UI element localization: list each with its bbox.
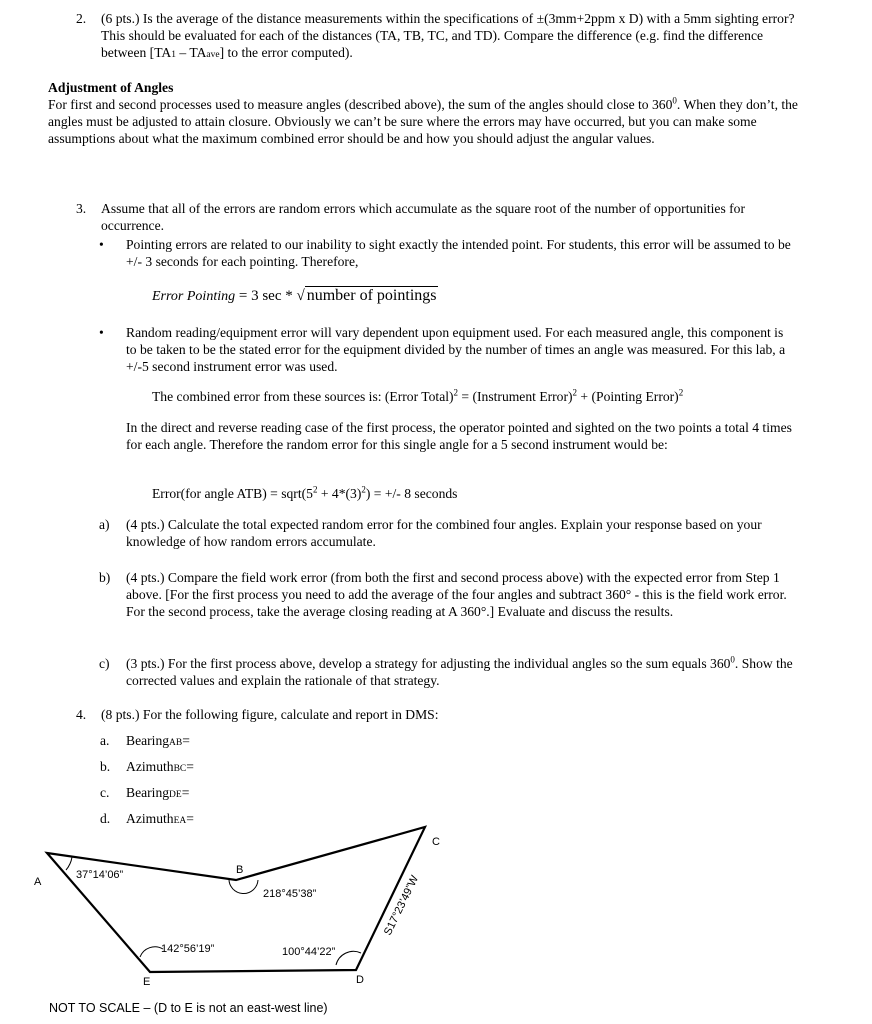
q4-a-end: = xyxy=(182,733,190,748)
q4-b-end: = xyxy=(186,759,194,774)
err-sq1: 2 xyxy=(312,484,318,495)
formula-eq: = 3 sec * xyxy=(235,288,297,304)
angle-label-e: 142°56’19” xyxy=(161,943,215,955)
q4-a-name: Bearing xyxy=(126,733,170,748)
traverse-polygon xyxy=(47,827,425,972)
bullet-icon: • xyxy=(99,325,104,340)
q4-item-b-label: b. xyxy=(100,759,111,774)
section-body-adjustment xyxy=(48,96,800,147)
sq3: 2 xyxy=(678,387,684,398)
err-b: + 4*(3) xyxy=(317,486,362,501)
q4-b-sub: BC xyxy=(173,764,187,774)
question-4-text: (8 pts.) For the following figure, calculate and report in DMS: xyxy=(101,707,439,722)
figure-note: NOT TO SCALE – (D to E is not an east-west line) xyxy=(49,1001,328,1015)
traverse-figure xyxy=(0,820,872,1000)
angle-arc-a xyxy=(66,857,72,870)
q4-d-end: = xyxy=(186,811,194,826)
point-label-a: A xyxy=(34,876,42,888)
q4-d-sub: EA xyxy=(173,816,187,826)
q4-d-name: Azimuth xyxy=(126,811,174,826)
question-3-text: Assume that all of the errors are random errors which accumulate as the square root of the number of opportunities for occurrence. xyxy=(101,201,745,233)
item-a-label: a) xyxy=(99,517,110,532)
c-text-a: (3 pts.) For the first process above, develop a strategy for adjusting the individual angles so the sum equals 360 xyxy=(126,656,731,671)
formula-error-pointing xyxy=(152,286,438,305)
q2-text-main: (6 pts.) Is the average of the distance measurements within the specifications of ±(3mm+2ppm x D) with a 5mm sighting error? This should be evaluated for each of the distances (TA, TB, TC, and TD). Compare the difference (e.g. find the difference between [TA xyxy=(101,11,795,60)
q4-c-sub: DE xyxy=(169,790,182,800)
sq1: 2 xyxy=(453,387,459,398)
adj-body-a: For first and second processes used to measure angles (described above), the sum of the angles should close to 360 xyxy=(48,97,673,112)
sqrt-icon: √ xyxy=(296,288,305,304)
c-text-b: . Show the corrected values and explain the rationale of that strategy. xyxy=(126,656,793,688)
q4-b-name: Azimuth xyxy=(126,759,174,774)
error-angle-equation xyxy=(152,485,457,502)
bullet-random-errors: Random reading/equipment error will vary dependent upon equipment used. For each measured angle, this component is to be taken to be the stated error for the equipment divided by the number of times an angle was measured. For this lab, a +/-5 second instrument error was used. xyxy=(126,325,786,374)
item-c-label: c) xyxy=(99,656,110,671)
combined-b: = (Instrument Error) xyxy=(458,389,573,404)
combined-c: + (Pointing Error) xyxy=(577,389,679,404)
formula-label: Error Pointing xyxy=(152,289,236,304)
adj-body-b: . When they don’t, the angles must be adjusted to attain closure. Obviously we can’t be sure where the errors may have occurred, but you can make some assumptions about what the maximum combined error should be and how you should adjust the angular values. xyxy=(48,97,798,146)
err-sq2: 2 xyxy=(361,484,366,495)
angle-label-d: 100°44’22” xyxy=(282,946,336,958)
item-b-text: (4 pts.) Compare the field work error (from both the first and second process above) with the expected error from Step 1 above. [For the first process you need to add the average of the four angles and subtract 360° - this is the field work error. For the second process, take the average closing reading at A 360°.] Evaluate and discuss the results. xyxy=(126,570,787,619)
q4-c-name: Bearing xyxy=(126,785,170,800)
q4-c-end: = xyxy=(181,785,190,800)
q2-sub1: 1 xyxy=(171,50,176,60)
question-2-text xyxy=(101,10,796,64)
angle-label-b: 218°45’38” xyxy=(263,888,317,900)
question-4-number: 4. xyxy=(76,707,87,722)
bullet-icon: • xyxy=(99,237,104,252)
c-sup: 0 xyxy=(730,654,735,665)
q4-item-b xyxy=(126,758,194,778)
adj-sup: 0 xyxy=(672,95,677,106)
err-a: Error(for angle ATB) = sqrt(5 xyxy=(152,486,313,501)
sq2: 2 xyxy=(572,387,578,398)
question-2-number: 2. xyxy=(76,11,87,26)
q4-item-d-label: d. xyxy=(100,811,111,826)
item-c-text xyxy=(126,655,808,689)
point-label-b: B xyxy=(236,864,244,876)
combined-error-equation xyxy=(152,388,683,405)
section-title-adjustment: Adjustment of Angles xyxy=(48,80,174,95)
q2-sub2: ave xyxy=(206,50,220,60)
point-label-d: D xyxy=(356,974,364,986)
item-a-text: (4 pts.) Calculate the total expected random error for the combined four angles. Explain your response based on your knowledge of how random errors accumulate. xyxy=(126,517,762,549)
bullet-pointing-errors: Pointing errors are related to our inability to sight exactly the intended point. For students, this error will be assumed to be +/- 3 seconds for each pointing. Therefore, xyxy=(126,237,791,269)
err-c: ) = +/- 8 seconds xyxy=(365,486,458,501)
q4-a-sub: AB xyxy=(169,738,183,748)
question-3-number: 3. xyxy=(76,201,87,216)
point-label-c: C xyxy=(432,836,440,848)
q2-text-mid: – TA xyxy=(176,45,207,60)
q2-text-end: ] to the error computed). xyxy=(219,45,353,60)
formula-root: number of pointings xyxy=(306,287,437,304)
point-label-e: E xyxy=(143,976,151,988)
q4-item-c-label: c. xyxy=(100,785,110,800)
q4-item-a xyxy=(126,732,190,752)
angle-arc-e xyxy=(140,947,163,957)
angle-label-a: 37°14’06” xyxy=(76,869,124,881)
direct-reverse-text: In the direct and reverse reading case of the first process, the operator pointed and sighted on the two points a total 4 times for each angle. Therefore the random error for this single angle for a 5 second instrument would be: xyxy=(126,420,792,452)
question-4 xyxy=(76,706,439,723)
angle-arc-d xyxy=(336,951,361,965)
item-b-label: b) xyxy=(99,570,111,585)
bearing-label-cd: S17°23’49”W xyxy=(381,873,422,938)
q4-item-c xyxy=(126,784,189,804)
combined-a: The combined error from these sources is: (Error Total) xyxy=(152,389,454,404)
q4-item-a-label: a. xyxy=(100,733,110,748)
